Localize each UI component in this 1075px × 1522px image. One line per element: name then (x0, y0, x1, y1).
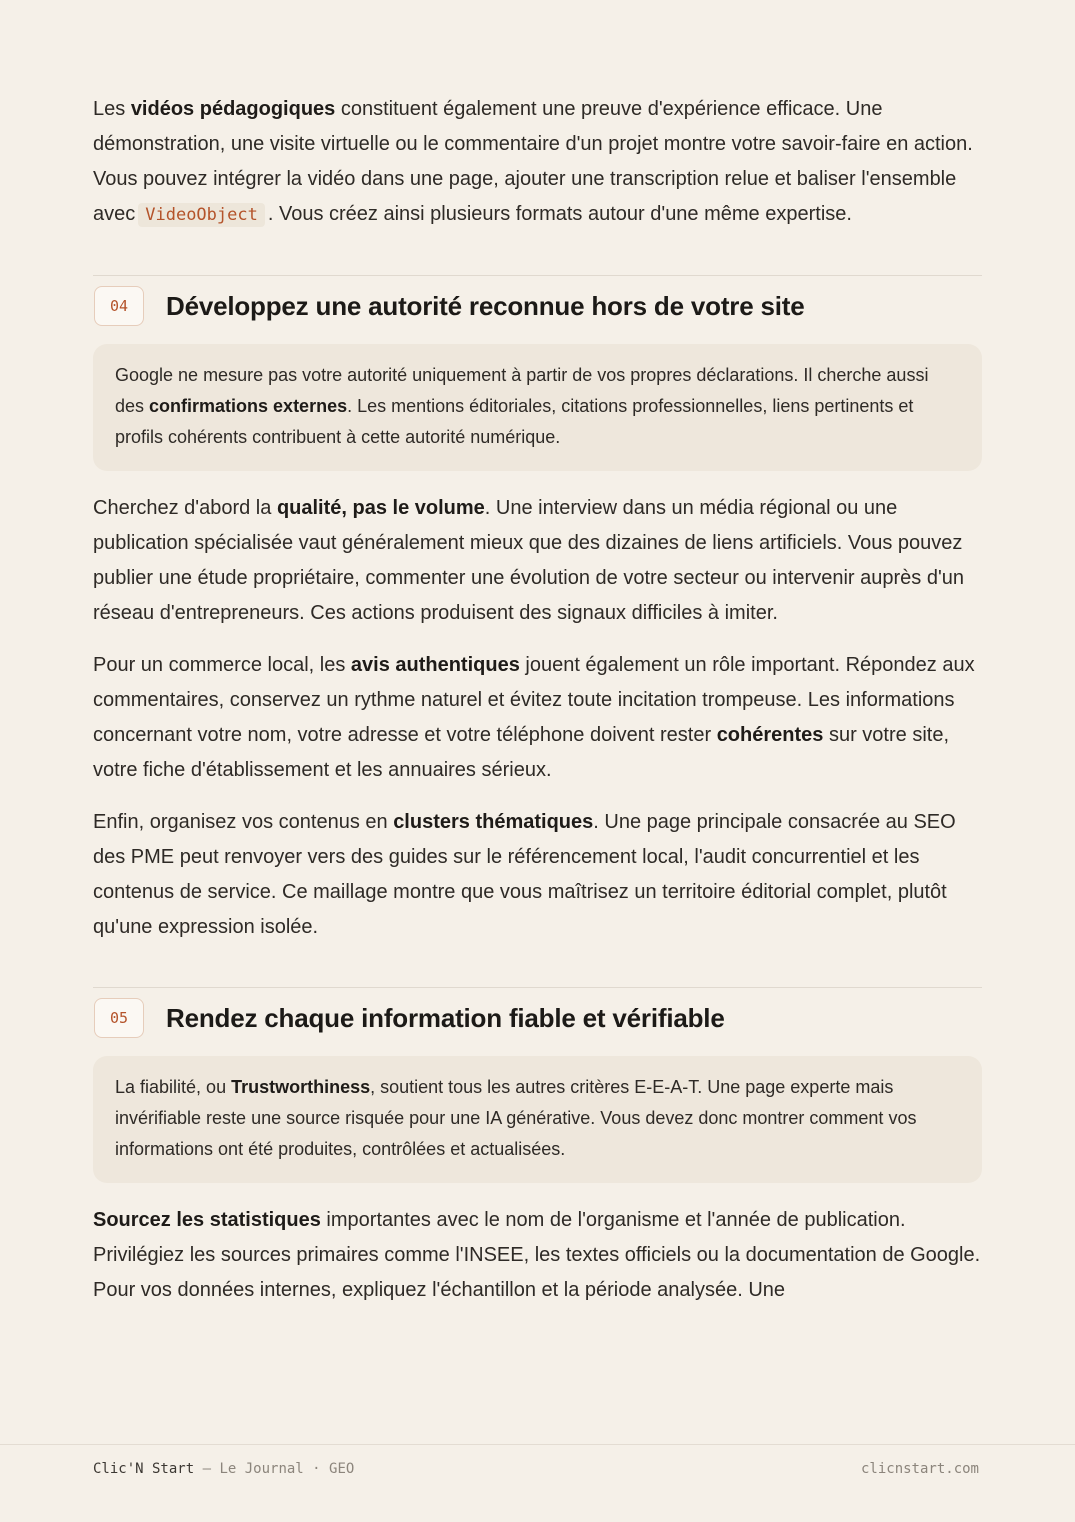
text: . Une interview dans un média régional ou une publication spécialisée vaut généralement mieux que des dizaines de liens artificiels. Vous pouvez publier une étude propriétaire, commenter une évolution de votre secteur ou intervenir auprès d'un réseau d'entrepreneurs. Ces actions produisent des signaux difficiles à imiter. (93, 497, 965, 624)
section-title: Développez une autorité reconnue hors de votre site (166, 290, 805, 321)
text: . Vous créez ainsi plusieurs formats autour d'une même expertise. (267, 203, 852, 225)
text: . Une page principale consacrée au SEO des PME peut renvoyer vers des guides sur le référencement local, l'audit concurrentiel et les contenus de service. Ce maillage montre que vous maîtrisez un territoire éditorial complet, plutôt qu'une expression isolée. (93, 811, 956, 938)
text: , soutient tous les autres critères E-E-A-T. Une page experte mais invérifiable reste une source risquée pour une IA générative. Vous devez donc montrer comment vos informations ont été produites, contrôlées et actualisées. (115, 1077, 917, 1159)
paragraph-clusters (93, 805, 982, 945)
section-number-badge: 05 (94, 998, 144, 1038)
footer-left (93, 1461, 354, 1477)
section-heading-04 (93, 275, 982, 326)
bold-text: confirmations externes (149, 396, 348, 416)
bold-text: Trustworthiness (231, 1077, 371, 1097)
text: jouent également un rôle important. Répondez aux commentaires, conservez un rythme naturel et évitez toute incitation trompeuse. Les informations concernant votre nom, votre adresse et votre téléphone doivent rester (93, 654, 975, 746)
bold-text: avis authentiques (350, 654, 520, 676)
bold-text: Sourcez les statistiques (93, 1209, 321, 1231)
section-number-badge: 04 (94, 286, 144, 326)
text: Google ne mesure pas votre autorité uniquement à partir de vos propres déclarations. Il cherche aussi des (115, 365, 929, 416)
text: . Les mentions éditoriales, citations professionnelles, liens pertinents et profils cohérents contribuent à cette autorité numérique. (115, 396, 914, 447)
footer-section: — Le Journal · GEO (194, 1461, 355, 1477)
footer-site-link[interactable]: clicnstart.com (860, 1461, 979, 1477)
paragraph-videos (93, 92, 982, 233)
bold-text: cohérentes (716, 724, 824, 746)
text: constituent également une preuve d'expérience efficace. Une démonstration, une visite virtuelle ou le commentaire d'un projet montre votre savoir-faire en action. Vous pouvez intégrer la vidéo dans une page, ajouter une transcription relue et baliser l'ensemble avec (93, 98, 973, 225)
section-heading-05 (93, 987, 982, 1038)
article-content (93, 92, 982, 1325)
text: La fiabilité, ou (115, 1077, 232, 1097)
text: Les (93, 98, 131, 120)
callout-box (93, 344, 982, 471)
bold-text: vidéos pédagogiques (130, 98, 336, 120)
footer-brand: Clic'N Start (93, 1461, 195, 1477)
callout-box (93, 1056, 982, 1183)
inline-code: VideoObject (138, 203, 265, 227)
bold-text: qualité, pas le volume (276, 497, 485, 519)
text: Cherchez d'abord la (93, 497, 277, 519)
text: Enfin, organisez vos contenus en (93, 811, 394, 833)
text: sur votre site, votre fiche d'établissement et les annuaires sérieux. (93, 724, 950, 781)
paragraph-reviews (93, 648, 982, 788)
text: Pour un commerce local, les (93, 654, 351, 676)
bold-text: clusters thématiques (393, 811, 594, 833)
page-footer (0, 1444, 1075, 1522)
section-title: Rendez chaque information fiable et vérifiable (166, 1002, 725, 1033)
paragraph-quality (93, 491, 982, 631)
text: importantes avec le nom de l'organisme et l'année de publication. Privilégiez les sources primaires comme l'INSEE, les textes officiels ou la documentation de Google. Pour vos données internes, expliquez l'échantillon et la période analysée. Une (93, 1209, 981, 1301)
paragraph-statistics (93, 1203, 982, 1308)
